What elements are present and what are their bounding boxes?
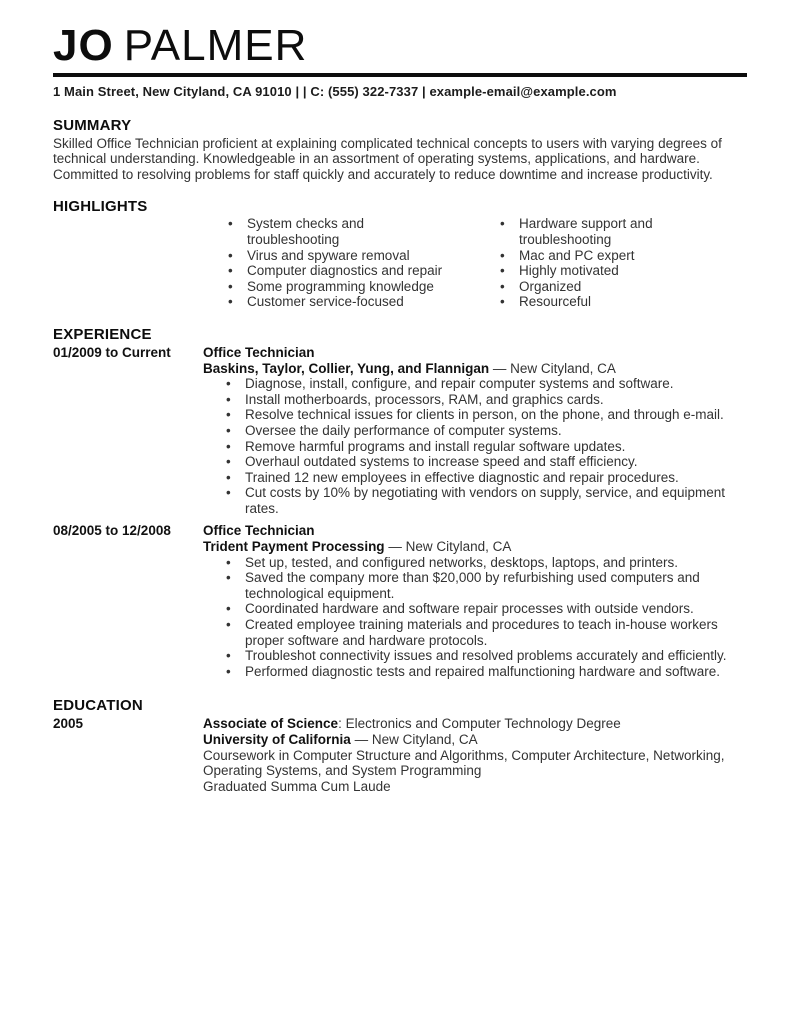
bullet-item: • Install motherboards, processors, RAM, and graphics cards. [223, 392, 747, 408]
bullet-item: • Overhaul outdated systems to increase speed and staff efficiency. [223, 454, 747, 470]
education-heading: EDUCATION [53, 697, 143, 715]
education-body [203, 716, 747, 794]
job-bullet-list [223, 376, 747, 516]
last-name: PALMER [123, 21, 308, 70]
highlights-columns [225, 216, 747, 310]
job-body [203, 345, 747, 517]
education-year: 2005 [53, 716, 84, 732]
job-bullet-list [223, 555, 747, 680]
bullet-item: • Created employee training materials and procedures to teach in-house workers proper software and hardware protocols. [223, 617, 747, 648]
first-name: JO [53, 21, 114, 70]
job-dates: 01/2009 to Current [53, 344, 171, 360]
experience-heading: EXPERIENCE [53, 325, 152, 343]
job-company-line [203, 361, 747, 377]
honors-line: Graduated Summa Cum Laude [203, 778, 391, 794]
highlights-heading: HIGHLIGHTS [53, 198, 148, 216]
job-dates: 08/2005 to 12/2008 [53, 523, 171, 539]
header-divider [53, 73, 747, 77]
school-line [203, 732, 747, 748]
coursework-line: Coursework in Computer Structure and Algorithms, Computer Architecture, Networking, Operating Systems, and System Programming [203, 747, 725, 779]
degree-detail: : Electronics and Computer Technology Degree [338, 716, 621, 732]
summary-heading: SUMMARY [53, 116, 132, 134]
company-location: — New Cityland, CA [492, 360, 616, 376]
bullet-item: • Oversee the daily performance of computer systems. [223, 423, 747, 439]
highlight-item: • Customer service-focused [225, 294, 497, 310]
degree-name: Associate of Science [203, 716, 339, 732]
bullet-item: • Set up, tested, and configured networks, desktops, laptops, and printers. [223, 555, 747, 571]
bullet-item: • Resolve technical issues for clients in person, on the phone, and through e-mail. [223, 407, 747, 423]
company-location: — New Cityland, CA [388, 539, 512, 555]
highlight-item: • Some programming knowledge [225, 279, 497, 295]
education-entry [53, 716, 747, 794]
school-location: — New Cityland, CA [354, 732, 478, 747]
degree-line [203, 716, 747, 732]
highlight-item: • System checks and troubleshooting [225, 216, 497, 247]
bullet-item: • Remove harmful programs and install regular software updates. [223, 439, 747, 455]
summary-section [53, 117, 747, 183]
highlight-item: • Organized [497, 279, 747, 295]
highlight-item: • Virus and spyware removal [225, 248, 497, 264]
job-title: Office Technician [203, 344, 315, 360]
job-body [203, 523, 747, 679]
resume-header [53, 22, 747, 100]
bullet-item: • Performed diagnostic tests and repaired malfunctioning hardware and software. [223, 664, 747, 680]
education-section [53, 697, 747, 794]
summary-text: Skilled Office Technician proficient at explaining complicated technical concepts to users with varying degrees of technical understanding. Knowledgeable in an assortment of operating systems, applications, and hardware. Committed to resolving problems for staff quickly and accurately to reduce downtime and increase productivity. [53, 135, 722, 182]
job-title: Office Technician [203, 523, 315, 539]
bullet-item: • Coordinated hardware and software repair processes with outside vendors. [223, 601, 747, 617]
contact-line: 1 Main Street, New Cityland, CA 91010 | | C: (555) 322-7337 | example-email@example.com [53, 84, 617, 99]
highlight-item: • Resourceful [497, 294, 747, 310]
company-name: Baskins, Taylor, Collier, Yung, and Flannigan [203, 360, 490, 376]
bullet-item: • Diagnose, install, configure, and repair computer systems and software. [223, 376, 747, 392]
highlight-item: • Computer diagnostics and repair [225, 263, 497, 279]
job-entry [53, 345, 747, 517]
bullet-item: • Troubleshot connectivity issues and resolved problems accurately and efficiently. [223, 648, 747, 664]
bullet-item: • Trained 12 new employees in effective diagnostic and repair procedures. [223, 470, 747, 486]
highlights-column-2 [497, 216, 747, 310]
highlights-column-1 [225, 216, 497, 310]
candidate-name [53, 22, 747, 70]
highlight-item: • Highly motivated [497, 263, 747, 279]
job-entry [53, 523, 747, 679]
company-name: Trident Payment Processing [203, 539, 385, 555]
highlights-section [53, 198, 747, 310]
school-name: University of California [203, 732, 351, 747]
bullet-item: • Saved the company more than $20,000 by refurbishing used computers and technological equipment. [223, 570, 747, 601]
experience-section [53, 326, 747, 679]
job-company-line [203, 539, 747, 555]
highlight-item: • Mac and PC expert [497, 248, 747, 264]
bullet-item: • Cut costs by 10% by negotiating with vendors on supply, service, and equipment rates. [223, 485, 747, 516]
highlight-item: • Hardware support and troubleshooting [497, 216, 747, 247]
